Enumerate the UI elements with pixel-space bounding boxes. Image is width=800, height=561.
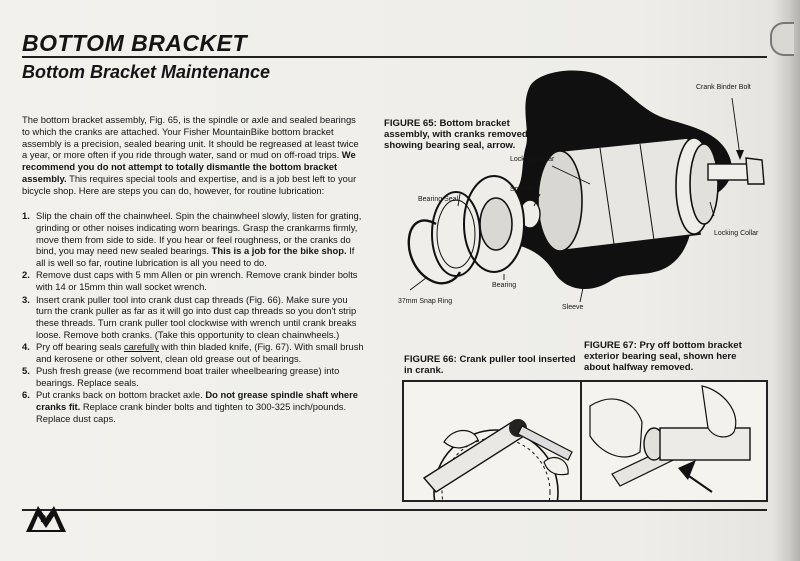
step-4 <box>22 341 366 365</box>
label-spindle: Spindle <box>510 186 534 193</box>
step-text: Replace crank binder bolts and tighten to 300-325 inch/pounds. Replace dust caps. <box>36 401 347 425</box>
step-emphasis: Do not grease spindle shaft where cranks fit. <box>36 389 358 413</box>
label-locking-collar-right: Locking Collar <box>714 230 759 237</box>
step-text: with thin bladed knife, (Fig. 67). With small brush and kerosene or other solvent, clean old grease out of bearings. <box>36 341 364 365</box>
step-underlined: carefully <box>123 341 159 353</box>
figure-66-caption: FIGURE 66: Crank puller tool inserted in crank. <box>404 354 576 376</box>
step-text: Remove dust caps with 5 mm Allen or pin wrench. Remove crank binder bolts with 14 or 15mm thin wall socket wrench. <box>36 269 358 293</box>
footer-rule <box>22 509 767 511</box>
intro-warning: We recommend you do not attempt to totally dismantle the bottom bracket assembly. <box>22 149 356 184</box>
step-number: 4. <box>22 341 30 353</box>
step-text: Put cranks back on bottom bracket axle. <box>36 389 206 401</box>
step-text: If all is well so far, routine lubrication is all you need to do. <box>36 245 355 269</box>
step-5 <box>22 365 366 389</box>
step-text: Push fresh grease (we recommend boat trailer wheelbearing grease) into bearings. Replace seals. <box>36 365 340 389</box>
page-edge-shadow <box>772 0 800 561</box>
intro-paragraph <box>22 114 362 197</box>
sleeve-cylinder <box>538 138 712 251</box>
step-text: Insert crank puller tool into crank dust cap threads (Fig. 66). Make sure you turn the crank puller as far as it will go into dust cap threads so you don't strip these threads. Turn crank puller tool clockwise with wrench until crank breaks loose. Remove both cranks. (Take this opportunity to clean chainwheels.) <box>36 293 357 340</box>
crank-puller-illustration <box>404 382 580 500</box>
page-subtitle: Bottom Bracket Maintenance <box>22 62 271 82</box>
step-number: 1. <box>22 210 30 221</box>
seal-removal-illustration <box>582 382 766 500</box>
page-number: 26 <box>40 514 52 525</box>
step-6 <box>22 389 366 424</box>
intro-text-1: The bottom bracket assembly, Fig. 65, is the spindle or axle and sealed bearings to which the cranks are attached. Your Fisher MountainBike bottom bracket assembly is a precision, sealed bearing unit. It should be regreased at least twice a year, or more often if you ride through water, sand or mud on off-road trips. <box>22 114 359 161</box>
locking-collar-right <box>690 144 718 224</box>
step-text: Slip the chain off the chainwheel. Spin the chainwheel slowly, listen for grating, grinding or other noises indicating worn bearings. Grasp the crankarms firmly, move them from side to side. If you hear or feel roughness, or the cranks do bind, you may need new sealed bearings. <box>36 210 362 257</box>
step-2 <box>22 269 366 293</box>
label-crank-binder-bolt: Crank Binder Bolt <box>696 84 751 91</box>
section-title: BOTTOM BRACKET <box>22 30 248 56</box>
label-locking-collar-top: Locking Collar <box>510 156 555 163</box>
figure-67-box <box>580 380 768 502</box>
figure-67-caption: FIGURE 67: Pry off bottom bracket exterior bearing seal, shown here about halfway removed. <box>584 340 742 373</box>
step-text: Pry off bearing seals <box>36 341 124 353</box>
step-number: 6. <box>22 389 30 401</box>
step-emphasis: This is a job for the bike shop. <box>211 245 347 257</box>
step-number: 3. <box>22 293 30 305</box>
header-rule <box>22 56 767 58</box>
step-number: 2. <box>22 269 30 281</box>
label-sleeve: Sleeve <box>562 304 584 311</box>
step-1 <box>22 210 366 269</box>
label-snap-ring: 37mm Snap Ring <box>398 298 453 305</box>
step-number: 5. <box>22 365 30 377</box>
label-bearing: Bearing <box>492 282 517 289</box>
label-bearing-seal: Bearing Seal <box>418 196 459 203</box>
step-3 <box>22 294 366 341</box>
binder-tab <box>770 22 794 56</box>
intro-text-2: This requires special tools and expertise, and is a job best left to your bicycle shop. Here are steps you can do, however, for routine lubrication: <box>22 172 357 196</box>
maintenance-steps <box>22 210 366 425</box>
figure-65-caption: FIGURE 65: Bottom bracket assembly, with cranks removed, showing bearing seal, arrow. <box>384 118 531 151</box>
figure-66-box <box>402 380 582 502</box>
